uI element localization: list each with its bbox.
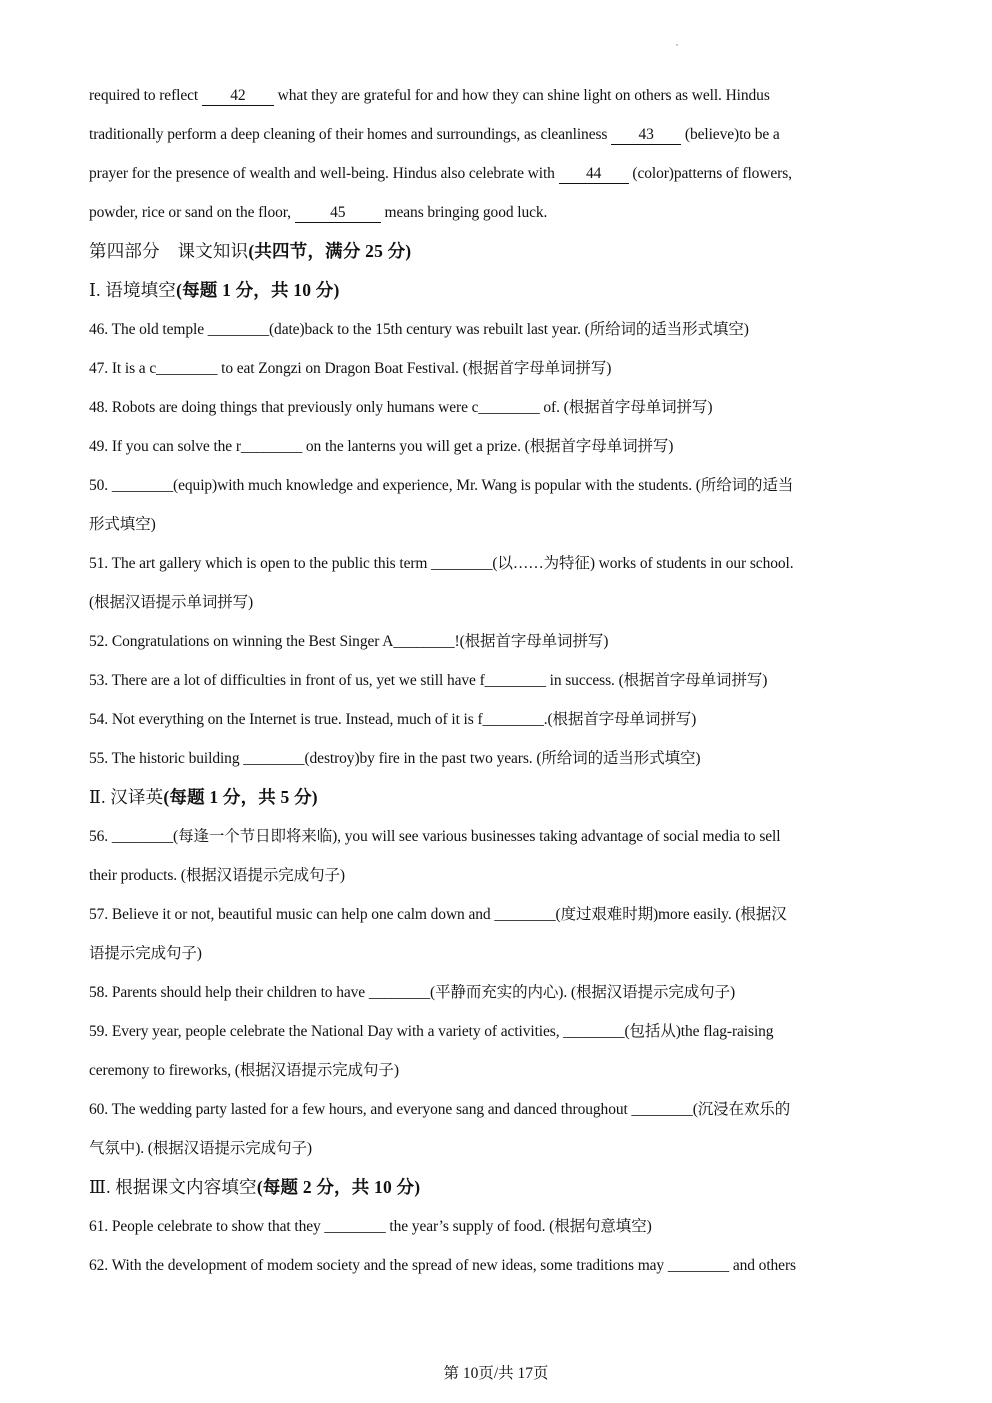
passage-line-3: prayer for the presence of wealth and well-being. Hindus also celebrate with 44 (color)patterns of flowers,	[89, 165, 792, 182]
question-60-line-1: 60. The wedding party lasted for a few hours, and everyone sang and danced throughout ________(沉浸在欢乐的	[89, 1101, 791, 1118]
blank-45[interactable]: 45	[295, 204, 381, 223]
passage-line-4: powder, rice or sand on the floor, 45 means bringing good luck.	[89, 204, 548, 221]
section3-heading: Ⅲ. 根据课文内容填空(每题 2 分，共 10 分)	[89, 1177, 421, 1197]
question-46: 46. The old temple ________(date)back to the 15th century was rebuilt last year. (所给词的适当形式填空)	[89, 321, 749, 338]
part4-heading: 第四部分 课文知识(共四节，满分 25 分)	[89, 241, 412, 261]
blank-43[interactable]: 43	[611, 126, 681, 145]
question-58: 58. Parents should help their children to have ________(平静而充实的内心). (根据汉语提示完成句子)	[89, 984, 736, 1001]
question-49: 49. If you can solve the r________ on the lanterns you will get a prize. (根据首字母单词拼写)	[89, 438, 674, 455]
question-53: 53. There are a lot of difficulties in front of us, yet we still have f________ in success. (根据首字母单词拼写)	[89, 672, 768, 689]
section1-heading: Ⅰ. 语境填空(每题 1 分，共 10 分)	[89, 280, 340, 300]
passage-line-2: traditionally perform a deep cleaning of their homes and surroundings, as cleanliness 43 (believe)to be a	[89, 126, 780, 143]
question-61: 61. People celebrate to show that they ________ the year’s supply of food. (根据句意填空)	[89, 1218, 652, 1235]
question-59-line-1: 59. Every year, people celebrate the National Day with a variety of activities, ________(包括从)the flag-raising	[89, 1023, 774, 1040]
question-56-line-2: their products. (根据汉语提示完成句子)	[89, 867, 345, 884]
section2-heading: Ⅱ. 汉译英(每题 1 分，共 5 分)	[89, 787, 318, 807]
question-56-line-1: 56. ________(每逢一个节日即将来临), you will see various businesses taking advantage of social media to sell	[89, 828, 781, 845]
question-51-line-2: (根据汉语提示单词拼写)	[89, 594, 254, 611]
question-50-line-2: 形式填空)	[89, 516, 156, 533]
blank-44[interactable]: 44	[559, 165, 629, 184]
question-60-line-2: 气氛中). (根据汉语提示完成句子)	[89, 1140, 312, 1157]
question-59-line-2: ceremony to fireworks, (根据汉语提示完成句子)	[89, 1062, 399, 1079]
question-57-line-1: 57. Believe it or not, beautiful music can help one calm down and ________(度过艰难时期)more easily. (根据汉	[89, 906, 787, 923]
question-55: 55. The historic building ________(destroy)by fire in the past two years. (所给词的适当形式填空)	[89, 750, 701, 767]
question-57-line-2: 语提示完成句子)	[89, 945, 202, 962]
question-50-line-1: 50. ________(equip)with much knowledge and experience, Mr. Wang is popular with the students. (所给词的适当	[89, 477, 794, 494]
question-52: 52. Congratulations on winning the Best Singer A________!(根据首字母单词拼写)	[89, 633, 609, 650]
blank-42[interactable]: 42	[202, 87, 274, 106]
passage-line-1: required to reflect 42 what they are grateful for and how they can shine light on others as well. Hindus	[89, 87, 770, 104]
scan-speck	[676, 44, 678, 46]
question-47: 47. It is a c________ to eat Zongzi on Dragon Boat Festival. (根据首字母单词拼写)	[89, 360, 612, 377]
question-51-line-1: 51. The art gallery which is open to the public this term ________(以……为特征) works of students in our school.	[89, 555, 794, 572]
question-48: 48. Robots are doing things that previously only humans were c________ of. (根据首字母单词拼写)	[89, 399, 713, 416]
page-number: 第 10页/共 17页	[443, 1365, 549, 1382]
question-54: 54. Not everything on the Internet is true. Instead, much of it is f________.(根据首字母单词拼写)	[89, 711, 697, 728]
question-62: 62. With the development of modem society and the spread of new ideas, some traditions may ________ and others	[89, 1257, 796, 1274]
